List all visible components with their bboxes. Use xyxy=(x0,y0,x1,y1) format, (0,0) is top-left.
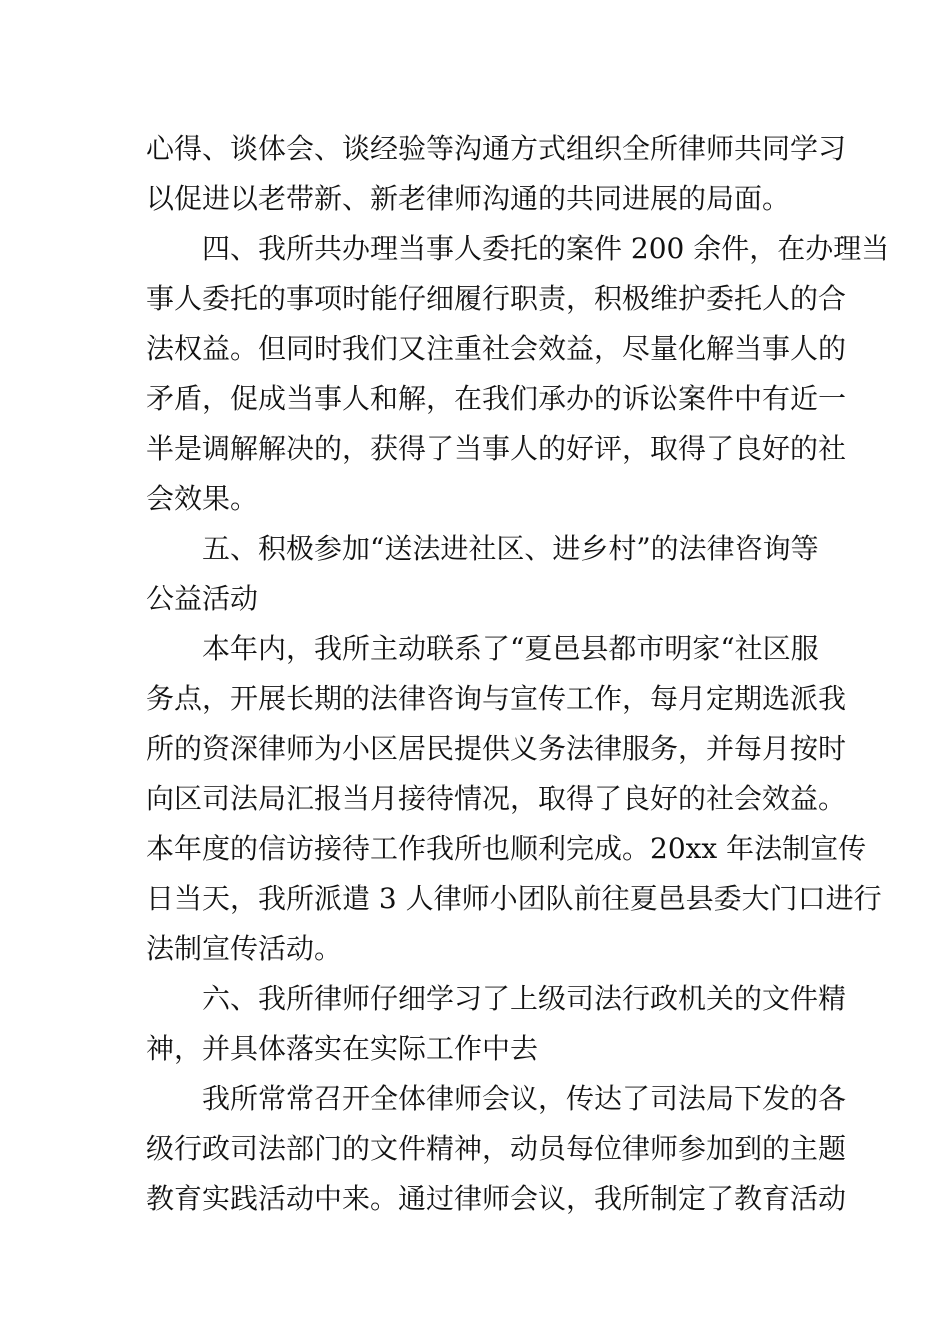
document-body xyxy=(146,124,890,1224)
text-line: 会效果。 xyxy=(146,482,259,515)
text-line: 神，并具体落实在实际工作中去 xyxy=(146,1032,539,1065)
text-line: 半是调解解决的，获得了当事人的好评，取得了良好的社 xyxy=(146,432,847,465)
text-line: 所的资深律师为小区居民提供义务法律服务，并每月按时 xyxy=(146,732,847,765)
text-line: 法制宣传活动。 xyxy=(146,932,343,965)
text-line: 以促进以老带新、新老律师沟通的共同进展的局面。 xyxy=(146,182,791,215)
text-line: 五、积极参加“送法进社区、进乡村”的法律咨询等 xyxy=(202,532,819,565)
text-line: 矛盾，促成当事人和解，在我们承办的诉讼案件中有近一 xyxy=(146,382,847,415)
text-line: 事人委托的事项时能仔细履行职责，积极维护委托人的合 xyxy=(146,282,847,315)
text-line: 级行政司法部门的文件精神，动员每位律师参加到的主题 xyxy=(146,1132,847,1165)
text-line: 教育实践活动中来。通过律师会议，我所制定了教育活动 xyxy=(146,1182,847,1215)
text-line: 六、我所律师仔细学习了上级司法行政机关的文件精 xyxy=(202,982,847,1015)
text-line: 我所常常召开全体律师会议，传达了司法局下发的各 xyxy=(202,1082,847,1115)
text-line: 公益活动 xyxy=(146,582,259,615)
text-line: 向区司法局汇报当月接待情况，取得了良好的社会效益。 xyxy=(146,782,847,815)
text-line: 务点，开展长期的法律咨询与宣传工作，每月定期选派我 xyxy=(146,682,847,715)
text-line: 心得、谈体会、谈经验等沟通方式组织全所律师共同学习 xyxy=(146,132,847,165)
text-line: 本年度的信访接待工作我所也顺利完成。20xx 年法制宣传 xyxy=(146,832,867,865)
text-line: 本年内，我所主动联系了“夏邑县都市明家“社区服 xyxy=(202,632,819,665)
text-line: 法权益。但同时我们又注重社会效益，尽量化解当事人的 xyxy=(146,332,847,365)
text-line: 四、我所共办理当事人委托的案件 200 余件，在办理当 xyxy=(202,232,890,265)
text-line: 日当天，我所派遣 3 人律师小团队前往夏邑县委大门口进行 xyxy=(146,882,882,915)
